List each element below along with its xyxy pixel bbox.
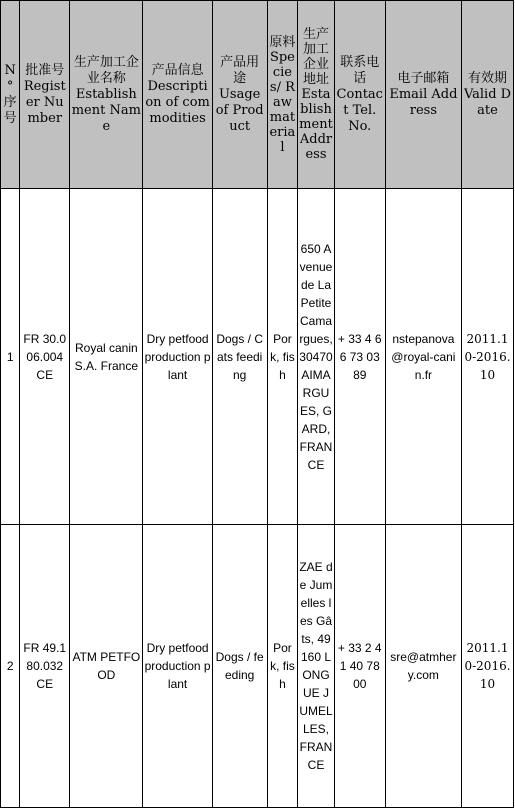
cell-register: FR 30.006.004 CE [20, 189, 70, 525]
header-valid: 有效期 Valid Date [462, 1, 514, 189]
header-row [1, 1, 514, 189]
cell-address: 650 Avenue de La Petite Camargues, 30470 AIMARGUES, GARD, FRANCE [298, 189, 335, 525]
header-email: 电子邮箱 Email Address [385, 1, 461, 189]
header-tel: 联系电话 Contact Tel. No. [334, 1, 385, 189]
table-row [1, 525, 514, 808]
cell-description: Dry petfood production plant [143, 525, 212, 808]
cell-register: FR 49.180.032 CE [20, 525, 70, 808]
cell-species: Pork, fish [267, 525, 298, 808]
cell-name: ATM PETFOOD [70, 525, 143, 808]
header-usage: 产品用途 Usage of Product [212, 1, 267, 189]
cell-email: nstepanova@royal-canin.fr [385, 189, 461, 525]
cell-description: Dry petfood production plant [143, 189, 212, 525]
header-register: 批准号 Register Number [20, 1, 70, 189]
cell-usage: Dogs / feeding [212, 525, 267, 808]
cell-usage: Dogs / Cats feeding [212, 189, 267, 525]
cell-species: Pork, fish [267, 189, 298, 525]
cell-tel: + 33 2 41 40 78 00 [334, 525, 385, 808]
cell-address: ZAE de Jumelles les Gâts, 49160 LONGUE JUMELLES, FRANCE [298, 525, 335, 808]
cell-email: sre@atmhery.com [385, 525, 461, 808]
header-species: 原料 Species/ Raw material [267, 1, 298, 189]
header-description: 产品信息 Description of commodities [143, 1, 212, 189]
cell-name: Royal canin S.A. France [70, 189, 143, 525]
header-address: 生产加工企业地址 Establishment Address [298, 1, 335, 189]
header-name: 生产加工企业名称 Establishment Name [70, 1, 143, 189]
cell-valid: 2011.10-2016.10 [462, 189, 514, 525]
cell-valid: 2011.10-2016.10 [462, 525, 514, 808]
cell-tel: + 33 4 66 73 03 89 [334, 189, 385, 525]
header-no: N° 序号 [1, 1, 20, 189]
cell-no: 2 [1, 525, 20, 808]
cell-no: 1 [1, 189, 20, 525]
table-row [1, 189, 514, 525]
